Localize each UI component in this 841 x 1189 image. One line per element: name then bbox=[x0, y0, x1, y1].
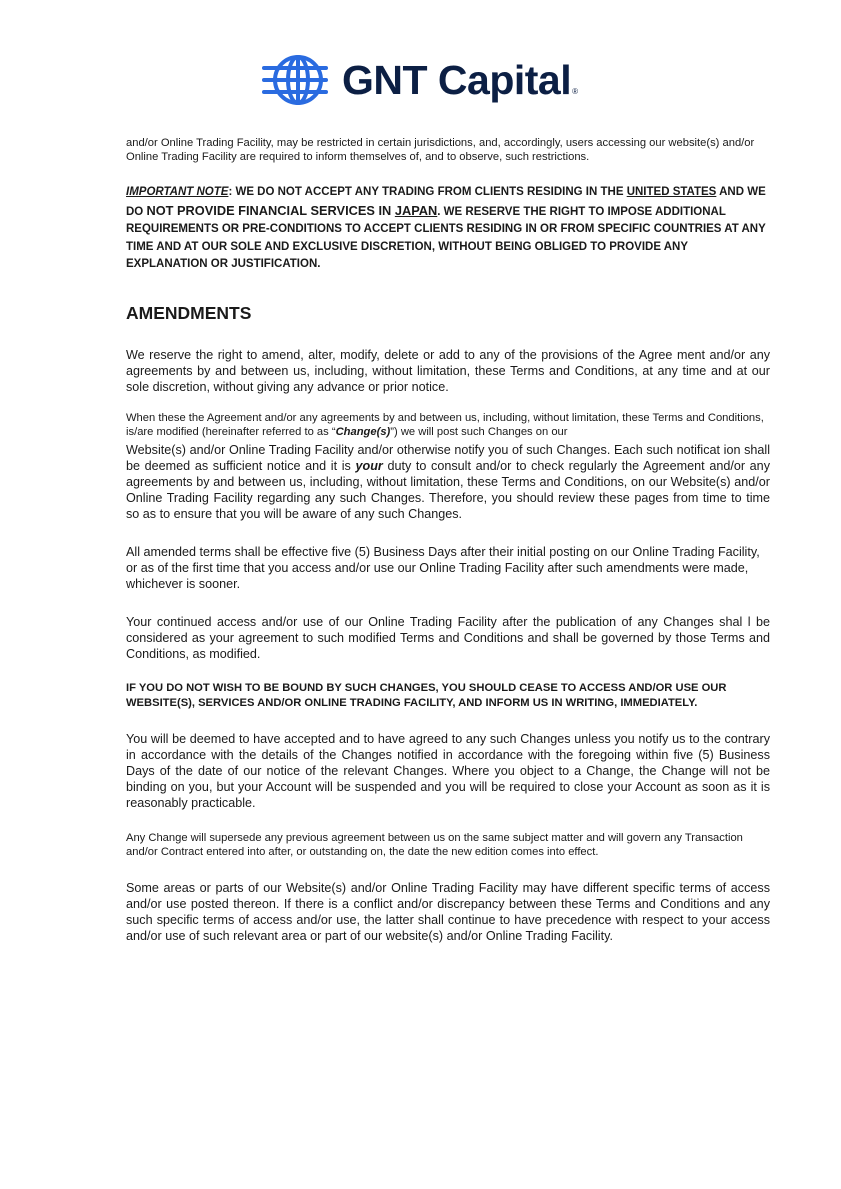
amendments-heading: AMENDMENTS bbox=[126, 302, 252, 323]
amendments-paragraph-2 bbox=[126, 411, 770, 439]
p3-pre: Website(s) and/or Online Trading Facility and/or otherwise notify you of such Changes. Each such notificat ion shall be deemed as sufficient notice and it is bbox=[126, 442, 770, 473]
notice-japan: JAPAN bbox=[394, 202, 438, 218]
amendments-paragraph-5: Your continued access and/or use of our Online Trading Facility after the publication of any Changes shal l be considered as your agreement to such modified Terms and Conditions and shall be governed by those Terms and Conditions, as modified. bbox=[126, 614, 770, 661]
notice-big: NOT PROVIDE FINANCIAL SERVICES IN bbox=[146, 202, 395, 218]
notice-part1: : WE DO NOT ACCEPT ANY TRADING FROM CLIENTS RESIDING IN THE bbox=[228, 186, 627, 198]
amendments-paragraph-4: All amended terms shall be effective five (5) Business Days after their initial posting on our Online Trading Facility, or as of the first time that you access and/or use our Online Trading Facility after such amendments were made, whichever is sooner. bbox=[126, 544, 760, 591]
p2-post: ”) we will post such Changes on our bbox=[390, 425, 568, 438]
intro-paragraph: and/or Online Trading Facility, may be restricted in certain jurisdictions, and, accordingly, users accessing our website(s) and/or Online Trading Facility are required to inform themselves of, and to observe, such restrictions. bbox=[126, 137, 755, 163]
p2-pre: When these the Agreement and/or any agreements by and between us, including, without limitation, these Terms and Conditions, is/are modified (hereinafter referred to as “ bbox=[126, 411, 764, 438]
logo-wordmark: GNT Capital bbox=[342, 56, 572, 103]
important-notice bbox=[126, 184, 770, 274]
company-logo bbox=[262, 52, 578, 108]
notice-us: UNITED STATES bbox=[626, 186, 717, 198]
important-note-label: IMPORTANT NOTE bbox=[126, 186, 229, 198]
amendments-paragraph-9: Some areas or parts of our Website(s) and/or Online Trading Facility may have different specific terms of access and/or use posted thereon. If there is a conflict and/or discrepancy between these Terms and Conditions and any such specific terms of access and/or use, the latter shall continue to have precedence with respect to your access and/or use of such relevant area or part of our website(s) and/or Online Trading Facility. bbox=[126, 880, 770, 943]
amendments-paragraph-7: You will be deemed to have accepted and to have agreed to any such Changes unless you notify us to the contrary in accordance with the details of the Changes notified in accordance with the foregoing within five (5) Business Days of the date of our notice of the relevant Changes. Where you object to a Change, the Change will not be binding on you, but your Account will be suspended and you will be required to close your Account as soon as it is reasonably practicable. bbox=[126, 731, 770, 810]
notice-part2: AND WE DO bbox=[126, 186, 766, 218]
amendments-warning: IF YOU DO NOT WISH TO BE BOUND BY SUCH CHANGES, YOU SHOULD CEASE TO ACCESS AND/OR USE OUR WEBSITE(S), SERVICES AND/OR ONLINE TRADING FACILITY, AND INFORM US IN WRITING, IMMEDIATELY. bbox=[126, 681, 727, 709]
document-body bbox=[126, 136, 770, 944]
amendments-paragraph-1: We reserve the right to amend, alter, modify, delete or add to any of the provisions of the Agree ment and/or any agreements by and between us, including, without limitation, these Terms and Conditions, at any time and at our sole discretion, without giving any advance or prior notice. bbox=[126, 347, 770, 394]
change-term: Change(s) bbox=[335, 425, 391, 438]
notice-part3: . WE RESERVE THE RIGHT TO IMPOSE ADDITIONAL REQUIREMENTS OR PRE-CONDITIONS TO ACCEPT CLIENTS RESIDING IN OR FROM SPECIFIC COUNTRIES AT ANY TIME AND AT OUR SOLE AND EXCLUSIVE DISCRETION, WITHOUT BEING OBLIGED TO PROVIDE ANY EXPLANATION OR JUSTIFICATION. bbox=[126, 205, 766, 270]
amendments-paragraph-3 bbox=[126, 442, 770, 522]
amendments-paragraph-8: Any Change will supersede any previous agreement between us on the same subject matter and will govern any Transaction and/or Contract entered into after, or outstanding on, the date the new edition comes into effect. bbox=[126, 831, 743, 858]
globe-icon bbox=[262, 52, 334, 108]
your-emphasis: your bbox=[355, 458, 383, 473]
registered-mark: ® bbox=[572, 87, 579, 96]
p3-post: duty to consult and/or to check regularly the Agreement and/or any agreements by and between us, including, without limitation, these Terms and Conditions, on our Website(s) and/or Online Trading Facility regarding any such Changes. Therefore, you should review these pages from time to time so as to ensure that you will be aware of any such Changes. bbox=[126, 458, 770, 521]
